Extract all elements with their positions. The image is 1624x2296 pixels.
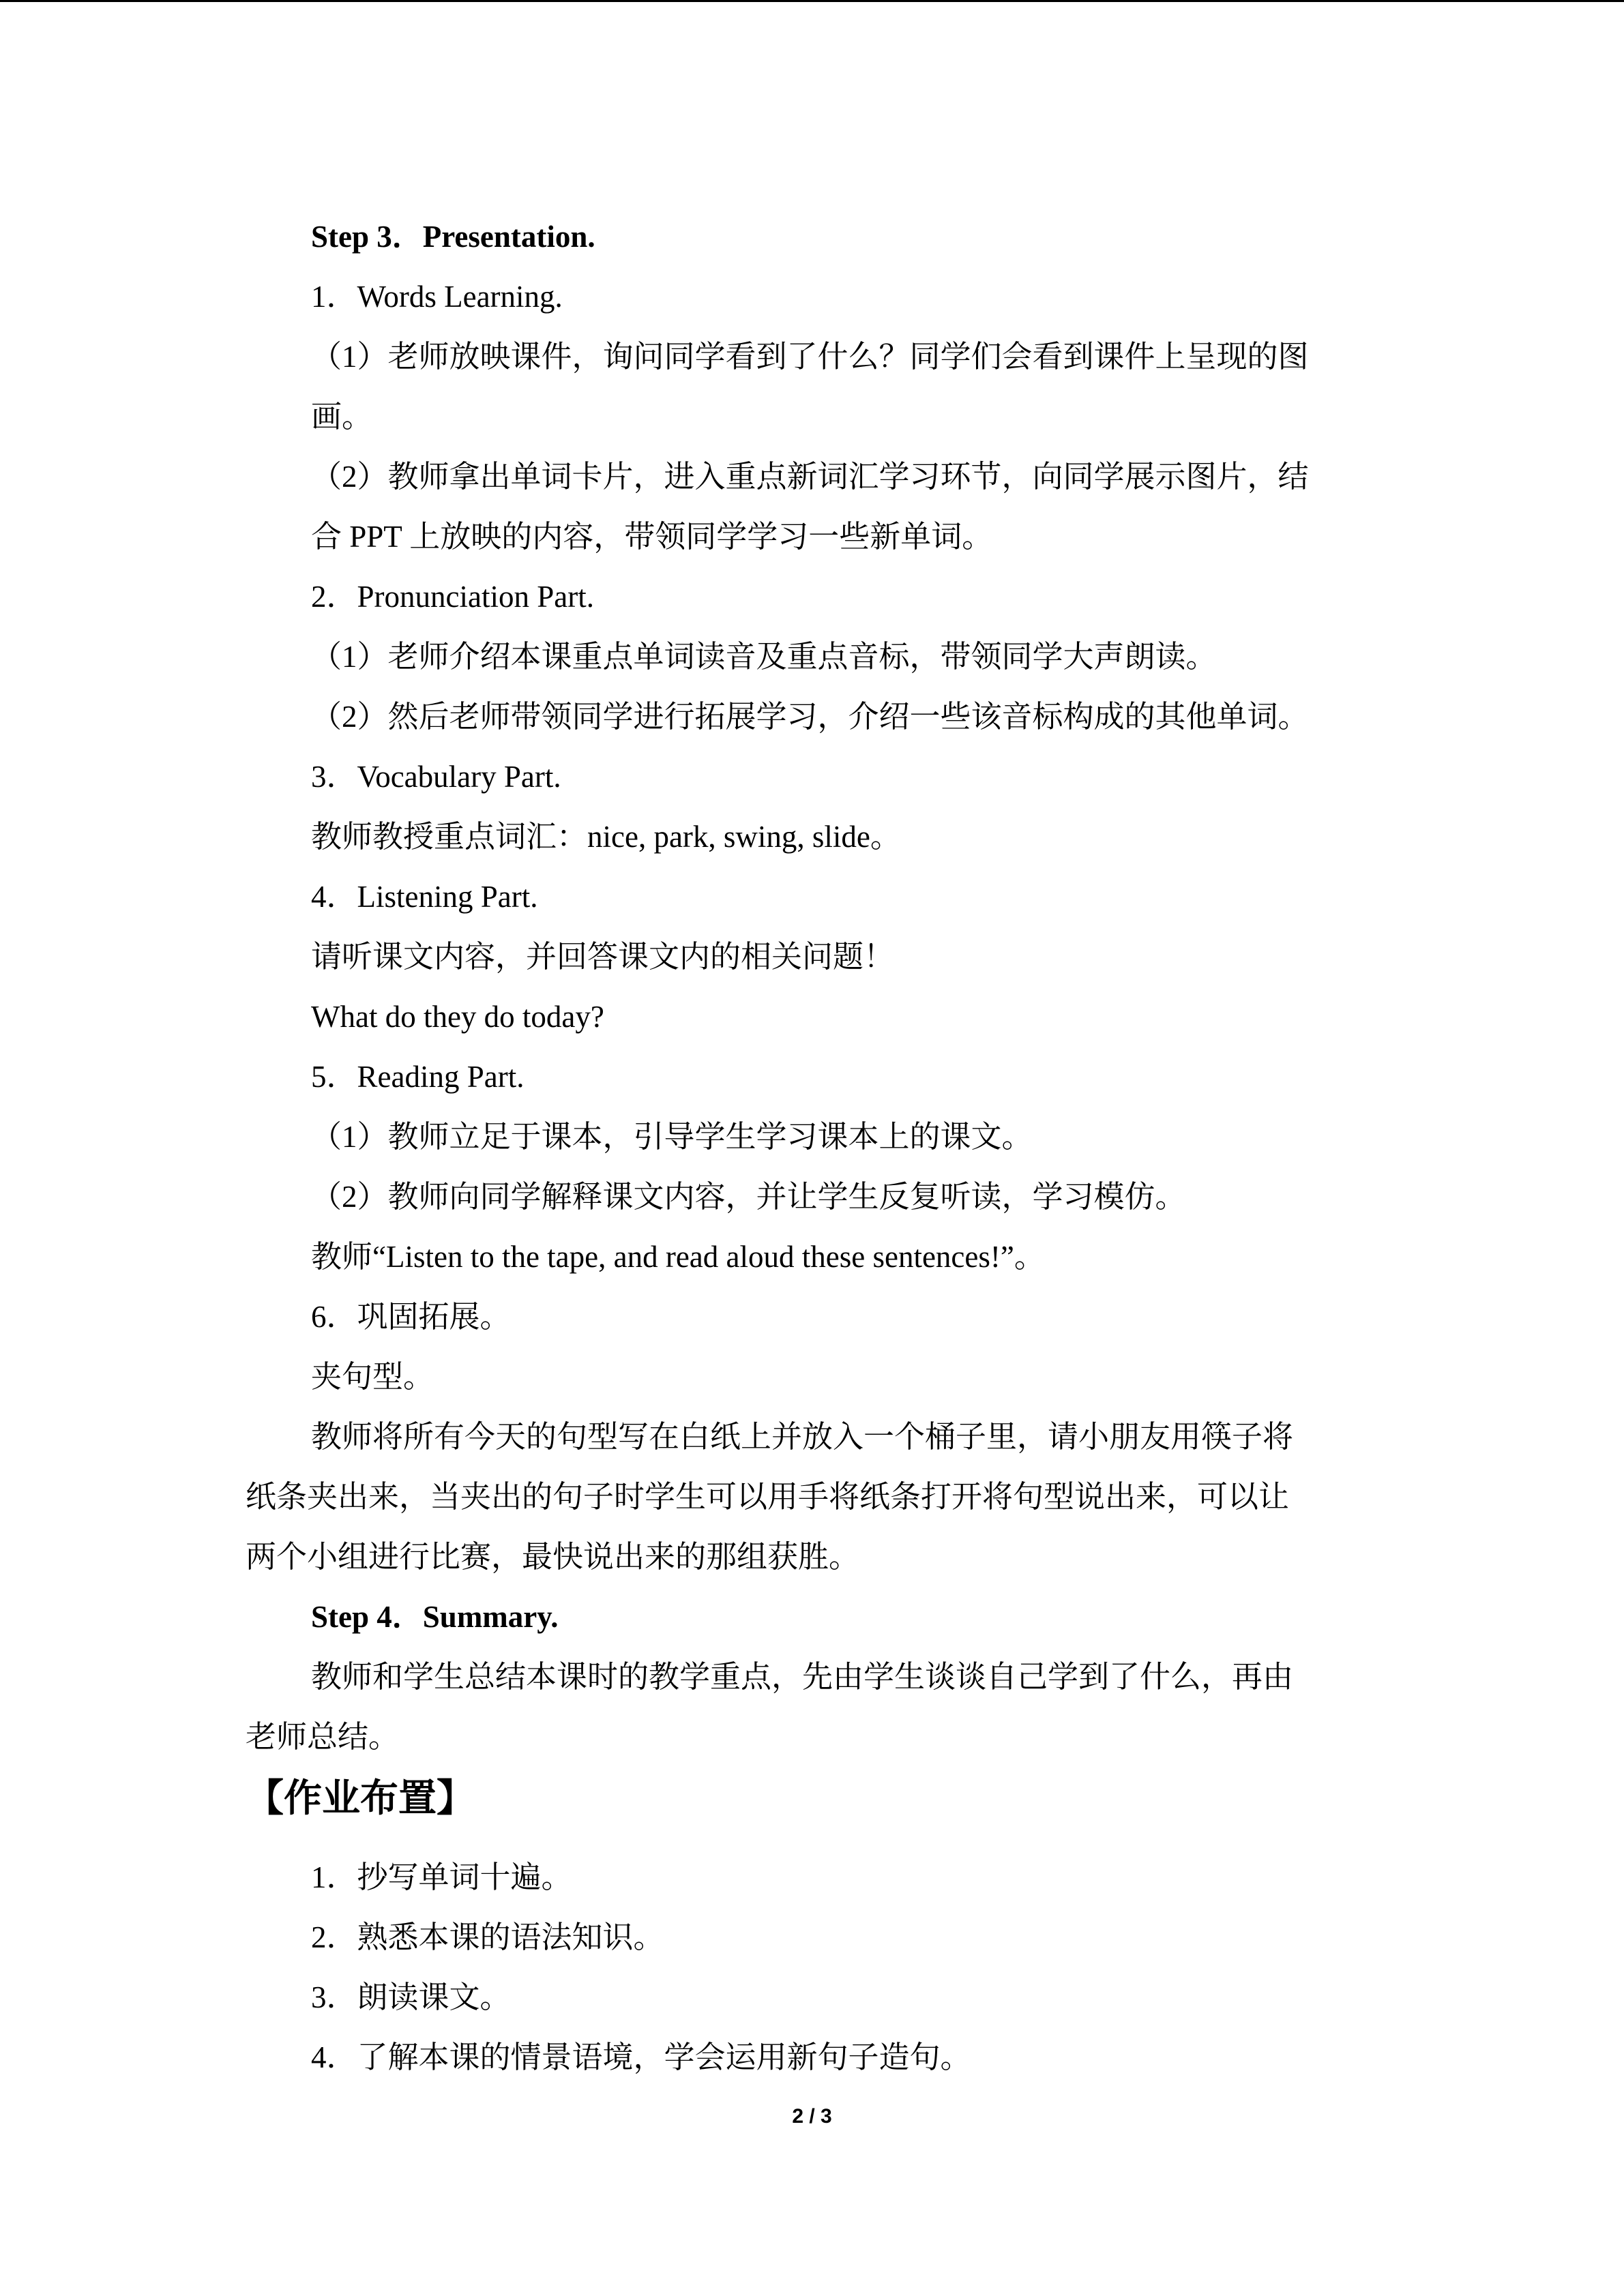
- consolidation-title: 6．巩固拓展。: [311, 1300, 511, 1334]
- reading-title: 5．Reading Part.: [311, 1060, 525, 1094]
- game-paragraph-line-1: 教师将所有今天的句型写在白纸上并放入一个桶子里，请小朋友用筷子将: [311, 1420, 1294, 1454]
- pronunciation-title: 2．Pronunciation Part.: [311, 580, 594, 614]
- game-paragraph-line-2: 纸条夹出来，当夹出的句子时学生可以用手将纸条打开将句型说出来，可以让: [246, 1480, 1290, 1514]
- homework-heading: 【作业布置】: [246, 1776, 475, 1821]
- words-item-2-line-1: （2）教师拿出单词卡片，进入重点新词汇学习环节，向同学展示图片，结: [311, 460, 1309, 494]
- step4-heading: Step 4．Summary.: [311, 1600, 559, 1634]
- game-title: 夹句型。: [311, 1360, 434, 1394]
- game-paragraph-line-3: 两个小组进行比赛，最快说出来的那组获胜。: [246, 1540, 860, 1574]
- pronunciation-item-1: （1）老师介绍本课重点单词读音及重点音标，带领同学大声朗读。: [311, 640, 1217, 674]
- words-item-1-line-1: （1）老师放映课件，询问同学看到了什么？同学们会看到课件上呈现的图: [311, 340, 1309, 374]
- words-item-1-line-2: 画。: [311, 400, 373, 434]
- reading-item-1: （1）教师立足于课本，引导学生学习课本上的课文。: [311, 1120, 1033, 1154]
- vocabulary-text: 教师教授重点词汇：nice, park, swing, slide。: [311, 820, 901, 854]
- homework-item-2: 2．熟悉本课的语法知识。: [311, 1920, 664, 1954]
- listening-question: What do they do today?: [311, 1000, 604, 1034]
- summary-line-1: 教师和学生总结本课时的教学重点，先由学生谈谈自己学到了什么，再由: [311, 1660, 1294, 1694]
- reading-item-2: （2）教师向同学解释课文内容，并让学生反复听读，学习模仿。: [311, 1180, 1186, 1214]
- homework-item-4: 4．了解本课的情景语境，学会运用新句子造句。: [311, 2040, 971, 2074]
- step3-heading: Step 3．Presentation.: [311, 220, 595, 254]
- listening-title: 4．Listening Part.: [311, 880, 538, 914]
- homework-item-1: 1．抄写单词十遍。: [311, 1860, 572, 1894]
- words-item-2-line-2: 合 PPT 上放映的内容，带领同学学习一些新单词。: [311, 520, 993, 554]
- vocabulary-title: 3．Vocabulary Part.: [311, 760, 561, 794]
- reading-item-3: 教师“Listen to the tape, and read aloud these sentences!”。: [311, 1240, 1045, 1274]
- summary-line-2: 老师总结。: [246, 1720, 400, 1754]
- homework-item-3: 3．朗读课文。: [311, 1980, 511, 2014]
- page-number: 2 / 3: [792, 2105, 832, 2128]
- listening-text: 请听课文内容，并回答课文内的相关问题！: [311, 940, 895, 974]
- words-learning-title: 1．Words Learning.: [311, 280, 563, 314]
- pronunciation-item-2: （2）然后老师带领同学进行拓展学习，介绍一些该音标构成的其他单词。: [311, 700, 1309, 734]
